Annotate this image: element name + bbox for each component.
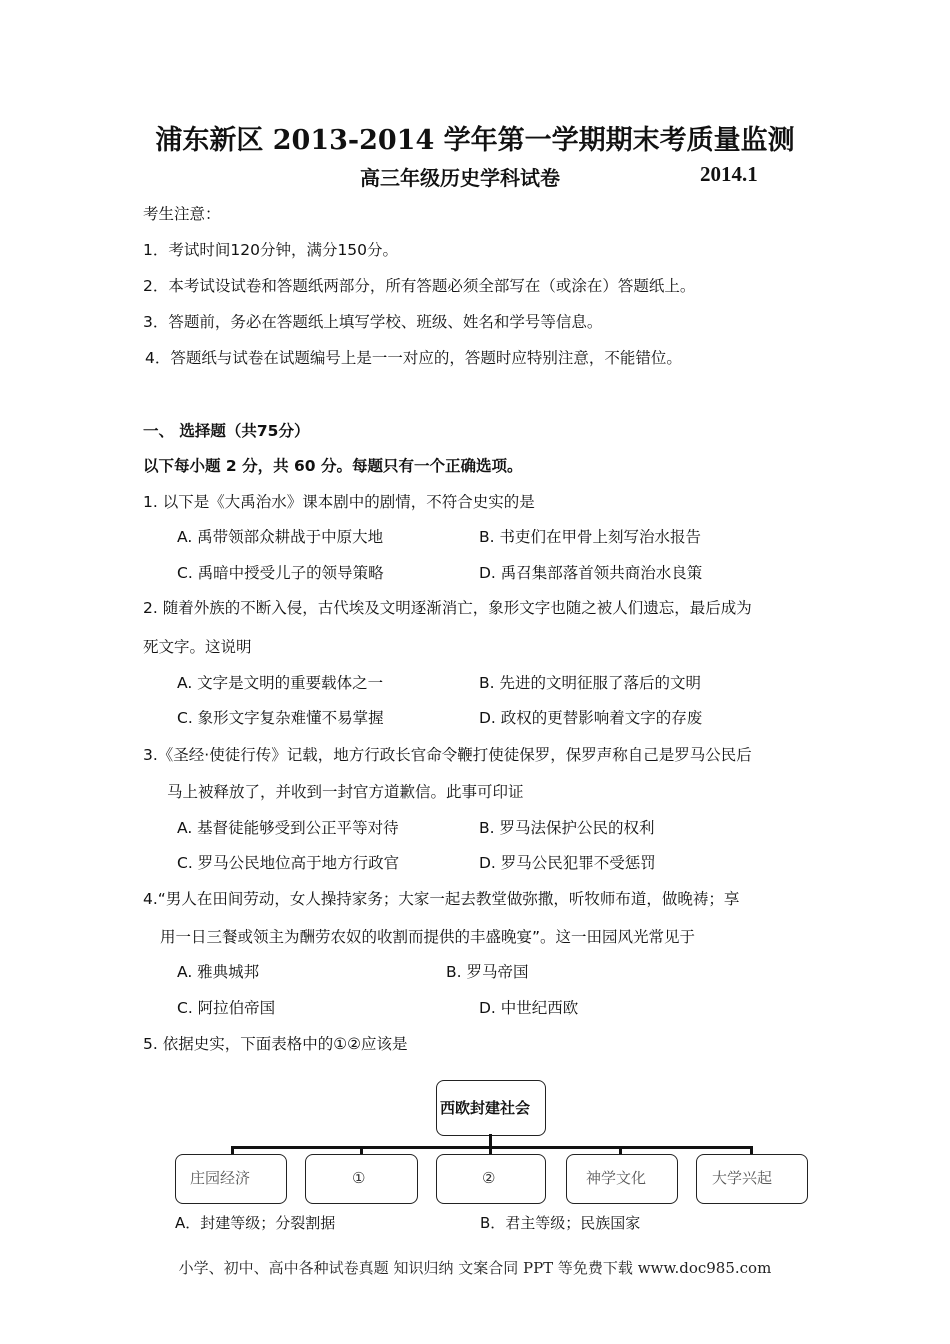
question-stem: 3.《圣经·使徒行传》记载，地方行政长官命令鞭打使徒保罗，保罗声称自己是罗马公民后 — [143, 746, 752, 764]
question-stem: 马上被释放了，并收到一封官方道歉信。此事可印证 — [167, 783, 524, 801]
connector — [231, 1146, 234, 1154]
notice-item: 1．考试时间120分钟，满分150分。 — [143, 241, 399, 259]
option: A. 文字是文明的重要载体之一 — [177, 674, 384, 692]
page-footer: 小学、初中、高中各种试卷真题 知识归纳 文案合同 PPT 等免费下载 www.doc985.com — [178, 1259, 772, 1277]
option: A. 禹带领部众耕战于中原大地 — [177, 528, 384, 546]
option: A. 雅典城邦 — [177, 963, 260, 981]
option: B. 书吏们在甲骨上刻写治水报告 — [479, 528, 701, 546]
notice-item: 3．答题前，务必在答题纸上填写学校、班级、姓名和学号等信息。 — [143, 313, 603, 331]
notice-item: 4．答题纸与试卷在试题编号上是一一对应的，答题时应特别注意，不能错位。 — [145, 349, 682, 367]
question-stem: 1. 以下是《大禹治水》课本剧中的剧情，不符合史实的是 — [143, 493, 535, 511]
connector — [360, 1146, 363, 1154]
notice-heading: 考生注意： — [143, 205, 221, 223]
option: C. 禹暗中授受儿子的领导策略 — [177, 564, 384, 582]
option: B. 罗马法保护公民的权利 — [479, 819, 655, 837]
option: A. 基督徒能够受到公正平等对待 — [177, 819, 399, 837]
option: C. 罗马公民地位高于地方行政官 — [177, 854, 400, 872]
option: D. 中世纪西欧 — [479, 999, 579, 1017]
question-stem: 死文字。这说明 — [143, 638, 252, 656]
option: B. 先进的文明征服了落后的文明 — [479, 674, 701, 692]
connector — [231, 1146, 753, 1149]
diagram-child-label: 庄园经济 — [190, 1169, 251, 1187]
connector — [489, 1146, 492, 1154]
diagram-child-label: ① — [352, 1169, 366, 1187]
option: D. 政权的更替影响着文字的存废 — [479, 709, 703, 727]
connector — [750, 1146, 753, 1154]
section-heading: 一、 选择题（共75分） — [143, 422, 310, 440]
question-stem: 4.“男人在田间劳动，女人操持家务；大家一起去教堂做弥撒，听牧师布道，做晚祷；享 — [143, 890, 740, 908]
question-stem: 2. 随着外族的不断入侵，古代埃及文明逐渐消亡，象形文字也随之被人们遗忘，最后成为 — [143, 599, 752, 617]
section-instruction: 以下每小题 2 分，共 60 分。每题只有一个正确选项。 — [143, 457, 523, 475]
exam-date: 2014.1 — [700, 162, 758, 186]
diagram-root-label: 西欧封建社会 — [440, 1099, 531, 1117]
diagram-child-label: ② — [482, 1169, 496, 1187]
option: D. 罗马公民犯罪不受惩罚 — [479, 854, 656, 872]
option-b-overlay: B．君主等级；民族国家 — [480, 1214, 641, 1232]
diagram-child-label: 大学兴起 — [712, 1169, 773, 1187]
connector — [619, 1146, 622, 1154]
notice-item: 2．本考试设试卷和答题纸两部分，所有答题必须全部写在（或涂在）答题纸上。 — [143, 277, 696, 295]
option: B. 罗马帝国 — [446, 963, 529, 981]
option-a-overlay: A．封建等级；分裂割据 — [175, 1214, 336, 1232]
diagram-child-label: 神学文化 — [586, 1169, 647, 1187]
question-stem: 用一日三餐或领主为酬劳农奴的收割而提供的丰盛晚宴”。这一田园风光常见于 — [160, 928, 696, 946]
option: C. 阿拉伯帝国 — [177, 999, 276, 1017]
question-stem: 5. 依据史实，下面表格中的①②应该是 — [143, 1035, 408, 1053]
option: D. 禹召集部落首领共商治水良策 — [479, 564, 703, 582]
exam-title: 浦东新区 2013-2014 学年第一学期期末考质量监测 — [155, 125, 795, 156]
exam-subtitle: 高三年级历史学科试卷 — [360, 166, 560, 190]
option: C. 象形文字复杂难懂不易掌握 — [177, 709, 384, 727]
